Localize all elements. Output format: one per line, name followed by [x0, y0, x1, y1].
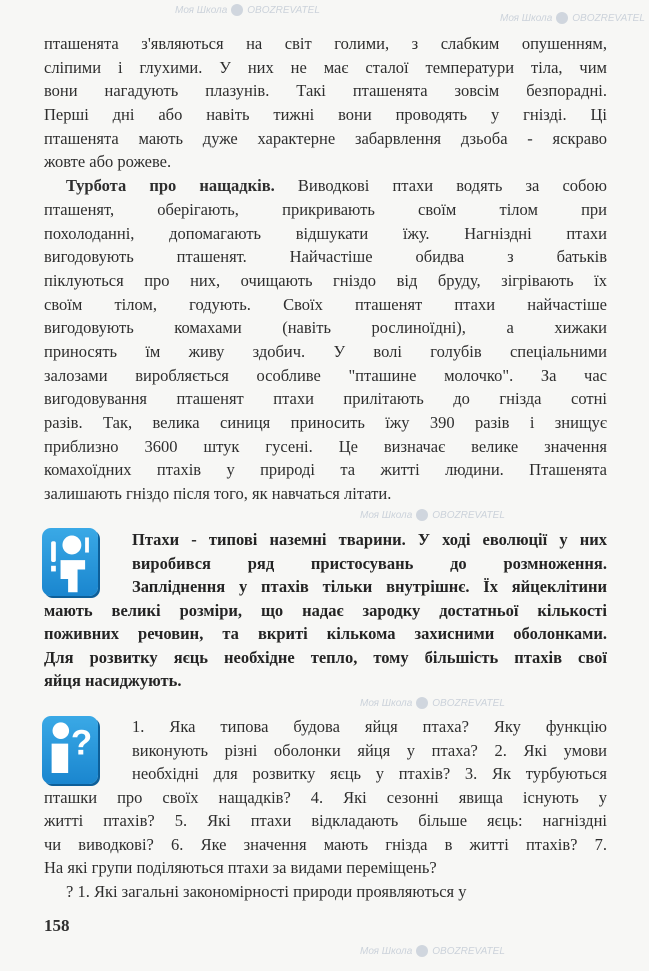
questions-box — [44, 715, 607, 903]
text-line: пташенята з'являються на світ голими, з слабким опушенням, — [44, 34, 607, 53]
summary-line: виробився ряд пристосувань до розмноження. — [132, 553, 607, 573]
watermark — [360, 697, 505, 711]
text-span: Виводкові птахи водять за собою — [297, 176, 607, 196]
paragraph-first-line — [44, 174, 607, 198]
text-line: Перші дні або навіть тижні вони проводять у гнізді. Ці — [44, 105, 607, 125]
text-line: вони нагадують плазунів. Такі пташенята зовсім безпорадні. — [44, 81, 607, 101]
watermark-text: Моя Школа — [500, 13, 553, 24]
summary-line: поживних речовин, та вкриті кількома захисними оболонками. — [44, 624, 607, 643]
text-line: вигодовування пташенят птахи прилітають до гнізда сотні — [44, 389, 607, 409]
watermark-logo-icon — [416, 509, 428, 521]
question-line: На які групи поділяються птахи за видами переміщень? — [44, 858, 437, 877]
text-line: своїм тілом, годують. Своїх пташенят птахи найчастіше — [44, 294, 607, 314]
question-line: 1. Яка типова будова яйця птаха? Яку функцію — [132, 717, 607, 736]
watermark — [175, 4, 320, 18]
svg-text:?: ? — [70, 723, 93, 763]
watermark-logo-icon — [416, 697, 428, 709]
watermark-text: OBOZREVATEL — [432, 698, 505, 709]
text-line: сліпими і глухими. У них не має сталої температури тіла, чим — [44, 57, 607, 77]
watermark — [500, 12, 645, 26]
text-line: пташенята мають дуже характерне забарвлення дзьоба - яскраво — [44, 128, 607, 148]
text-line: приносять їм живу здобич. У волі голубів спеціальними — [44, 341, 607, 361]
text-line: разів. Так, велика синиця приносить їжу 390 разів і знищує — [44, 413, 607, 432]
summary-line: яйця насиджують. — [44, 671, 182, 690]
watermark-text: Моя Школа — [175, 5, 228, 16]
question-line: чи виводкові? 6. Яке значення мають гнізда в житті птахів? 7. — [44, 834, 607, 854]
text-line: комахоїдних птахів у природі та житті людини. Пташенята — [44, 460, 607, 480]
summary-line: Запліднення у птахів тільки внутрішнє. Їх яйцеклітини — [132, 577, 607, 596]
watermark-text: Моя Школа — [360, 946, 413, 957]
question-line: необхідні для розвитку яєць у птахів? 3. Як турбуються — [132, 764, 607, 783]
text-line: вигодовують пташенят. Найчастіше обидва з батьків — [44, 247, 607, 267]
text-line: жовте або рожеве. — [44, 152, 172, 172]
watermark-logo-icon — [556, 12, 568, 24]
watermark-logo-icon — [416, 945, 428, 957]
watermark-text: OBOZREVATEL — [432, 510, 505, 521]
summary-line: мають великі розміри, що надає зародку достатньої кількості — [44, 600, 607, 620]
watermark — [360, 945, 505, 959]
watermark — [360, 509, 505, 523]
main-text — [44, 32, 607, 506]
text-line: вигодовують комахами (навіть рослиноїдні), а хижаки — [44, 318, 607, 338]
text-line: приблизно 3600 штук гусені. Це визначає велике значення — [44, 436, 607, 456]
watermark-text: OBOZREVATEL — [572, 13, 645, 24]
watermark-text: Моя Школа — [360, 510, 413, 521]
summary-line: Птахи - типові наземні тварини. У ході еволюції у них — [132, 530, 607, 549]
question-line: пташки про своїх нащадків? 4. Які сезонні явища існують у — [44, 787, 607, 807]
question-line: житті птахів? 5. Які птахи відкладають більше яєць: нагніздні — [44, 811, 607, 830]
question-line: ? 1. Які загальні закономірності природи проявляються у — [66, 881, 467, 901]
watermark-logo-icon — [231, 4, 243, 16]
text-line: похолоданні, допомагають відшукати їжу. Нагніздні птахи — [44, 223, 607, 243]
summary-line: Для розвитку яєць необхідне тепло, тому більшість птахів свої — [44, 647, 607, 667]
text-line: залозами виробляється особливе "пташине молочко". За час — [44, 365, 607, 385]
page-number: 158 — [44, 916, 70, 935]
text-line: пташенят, оберігають, прикривають своїм тілом при — [44, 199, 607, 219]
watermark-text: OBOZREVATEL — [432, 946, 505, 957]
section-heading: Турбота про нащадків. — [66, 176, 275, 196]
watermark-text: OBOZREVATEL — [247, 5, 320, 16]
text-line: піклуються про них, очищають гніздо від бруду, зігрівають їх — [44, 270, 607, 290]
watermark-text: Моя Школа — [360, 698, 413, 709]
summary-box — [44, 528, 607, 693]
text-line: залишають гніздо після того, як навчаться літати. — [44, 484, 392, 504]
question-line: виконують різні оболонки яйця у птаха? 2. Які умови — [132, 740, 607, 760]
